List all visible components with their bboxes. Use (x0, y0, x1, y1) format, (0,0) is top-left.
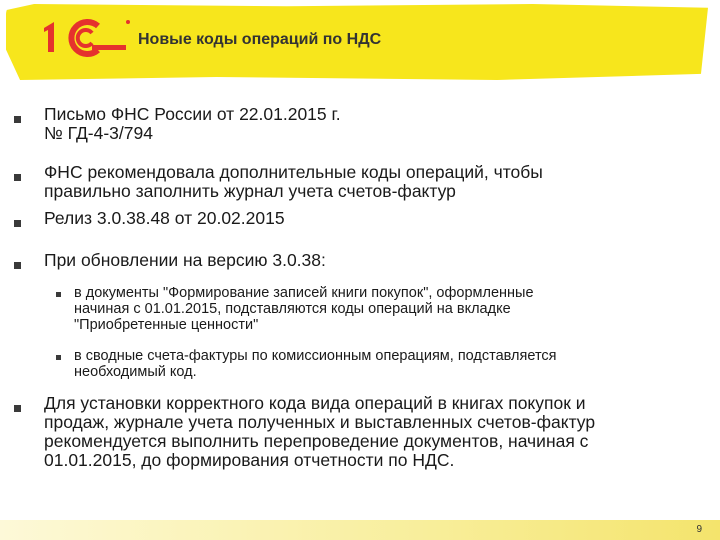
sub-bullet-marker (56, 355, 61, 360)
bullet-marker (14, 174, 21, 181)
bullet-text-recommendation: ФНС рекомендовала дополнительные коды операций, чтобы правильно заполнить журнал учета счетов-фактур (44, 162, 543, 201)
bullet-text-release: Релиз 3.0.38.48 от 20.02.2015 (44, 208, 285, 228)
sub-bullet-text-invoices: в сводные счета-фактуры по комиссионным операциям, подставляется необходимый код. (74, 348, 557, 380)
1c-logo-icon (38, 16, 133, 60)
bullet-text-update: При обновлении на версию 3.0.38: (44, 250, 326, 270)
footer-band (0, 520, 720, 540)
sub-bullet-marker (56, 292, 61, 297)
sub-bullet-text-documents: в документы "Формирование записей книги покупок", оформленные начиная с 01.01.2015, подставляются коды операций на вкладке "Приобретенные ценности" (74, 285, 534, 333)
bullet-marker (14, 116, 21, 123)
bullet-marker (14, 262, 21, 269)
page-number: 9 (696, 524, 702, 535)
bullet-text-letter: Письмо ФНС России от 22.01.2015 г. № ГД-4-3/794 (44, 104, 341, 143)
page-title: Новые коды операций по НДС (138, 31, 382, 48)
bullet-marker (14, 220, 21, 227)
bullet-marker (14, 405, 21, 412)
bullet-text-instructions: Для установки корректного кода вида операций в книгах покупок и продаж, журнале учета полученных и выставленных счетов-фактур рекомендуется выполнить перепроведение документов, начиная с 01.01.2015, до формирования отчетности по НДС. (44, 393, 596, 470)
